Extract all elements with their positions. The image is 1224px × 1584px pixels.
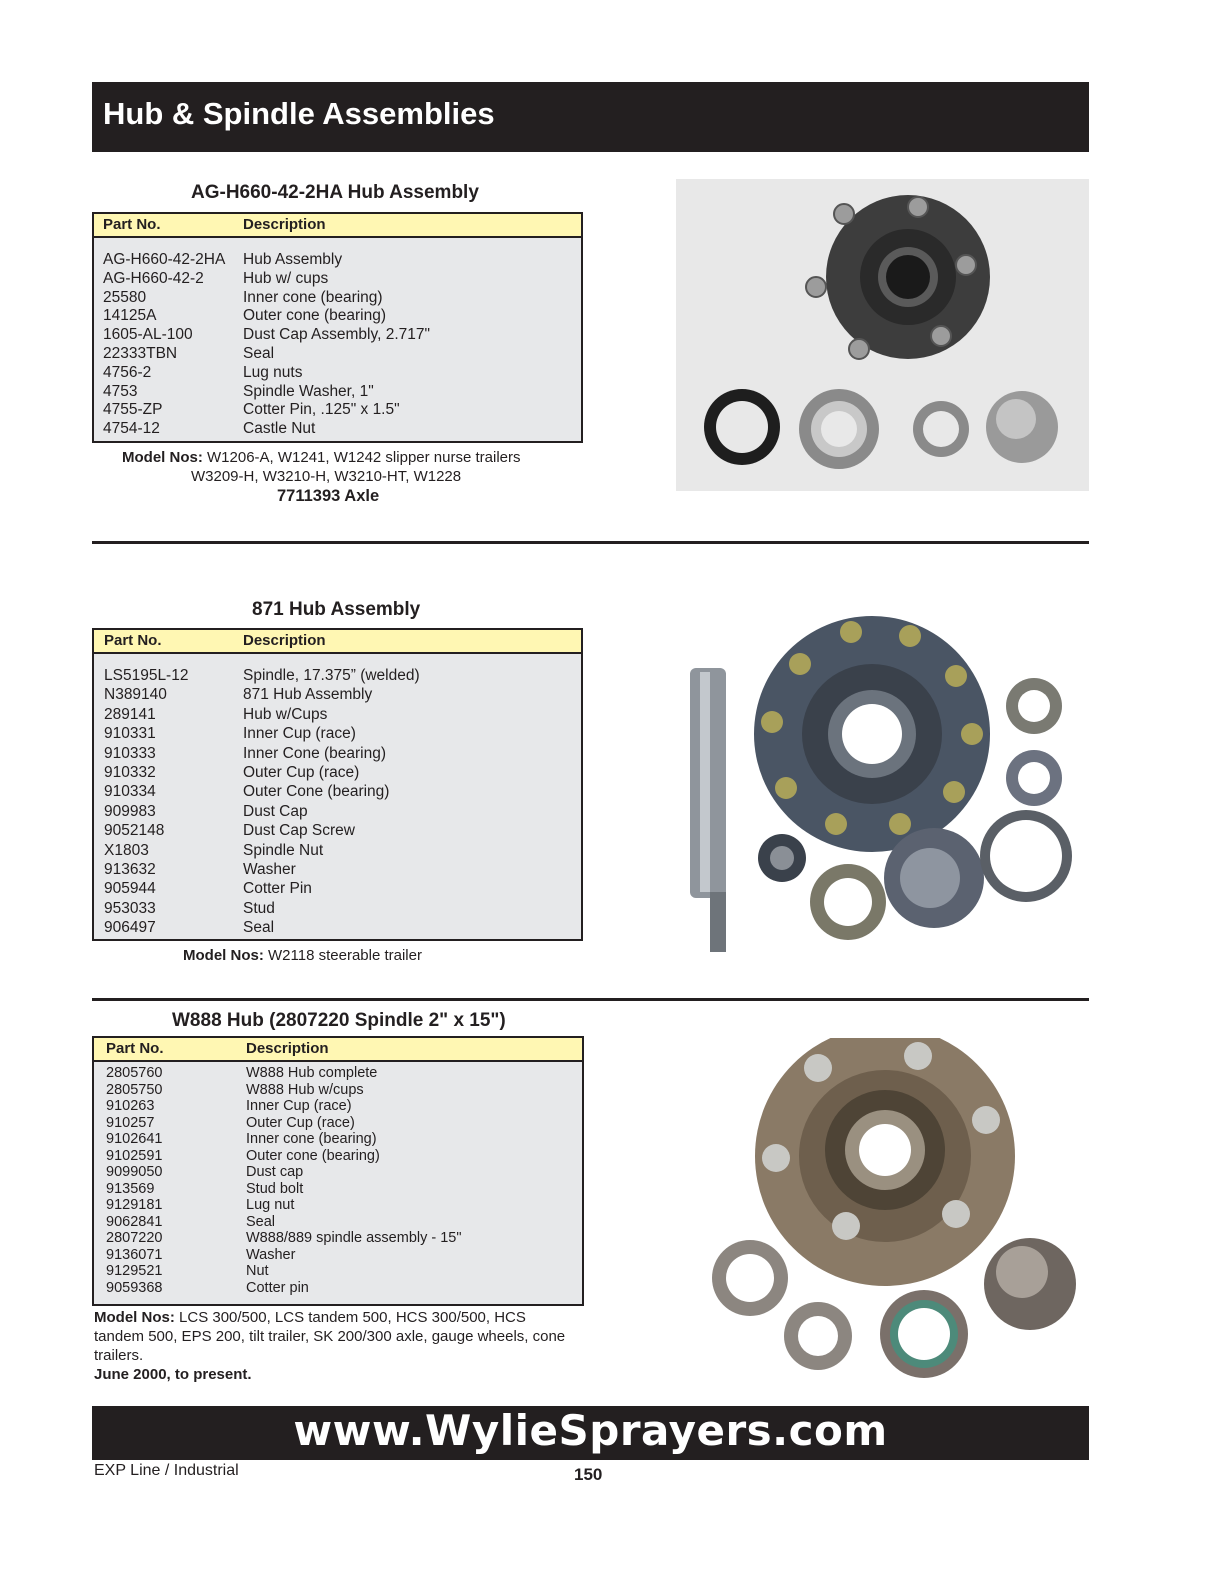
part-description: Lug nut [246,1197,295,1213]
part-description: Outer Cup (race) [246,1114,355,1131]
part-number: 9099050 [106,1164,163,1180]
part-number: 910333 [104,744,156,762]
parts-table [92,212,583,443]
column-header-description: Description [246,1040,329,1057]
hub-871-photo [676,612,1089,962]
model-label: Model Nos: [122,449,203,466]
page-number: 150 [574,1465,603,1484]
table-row [94,1247,582,1264]
part-description: W888 Hub complete [246,1065,378,1081]
table-row [94,270,581,289]
model-line: trailers. [94,1347,144,1364]
part-description: Outer Cone (bearing) [243,783,390,801]
part-number: 910332 [104,763,156,781]
model-numbers [183,947,422,964]
footer-catalog-line: EXP Line / Industrial [94,1462,239,1479]
model-line: W3209-H, W3210-H, W3210-HT, W1228 [191,468,462,485]
part-number: 909983 [104,802,156,820]
part-description: Inner Cup (race) [246,1098,352,1114]
part-number: 9062841 [106,1213,163,1230]
table-row [94,1280,582,1297]
table-row [94,725,581,744]
table-row [94,420,581,439]
table-row [94,764,581,783]
part-number: 910331 [104,725,156,743]
table-row [94,345,581,364]
part-number: 910263 [106,1098,155,1114]
table-row [94,842,581,861]
section-title: 871 Hub Assembly [252,599,421,620]
part-number: 913569 [106,1180,155,1197]
date-note: June 2000, to present. [94,1366,252,1383]
table-row [94,1131,582,1148]
page-title: Hub & Spindle Assemblies [103,96,495,131]
table-body [94,667,581,938]
table-header [94,630,581,654]
section-title: W888 Hub (2807220 Spindle 2" x 15") [172,1010,506,1031]
part-number: 2807220 [106,1230,163,1246]
part-number: 9136071 [106,1246,163,1263]
part-number: 9129521 [106,1263,163,1279]
part-description: W888/889 spindle assembly - 15" [246,1230,462,1246]
column-header-part-no: Part No. [103,216,161,233]
part-description: Dust Cap Assembly, 2.717" [243,326,430,344]
section-divider [92,541,1089,544]
table-row [94,1230,582,1247]
part-number: 4754-12 [103,420,160,438]
part-number: 4755-ZP [103,401,163,419]
model-numbers [94,1309,526,1326]
table-row [94,1082,582,1099]
part-number: 25580 [103,288,147,306]
model-line: W1206-A, W1241, W1242 slipper nurse trailers [207,449,521,466]
part-number: 905944 [104,880,156,898]
table-row [94,326,581,345]
part-description: Spindle Nut [243,841,324,859]
model-label: Model Nos: [183,947,264,964]
table-row [94,1181,582,1198]
part-description: Dust Cap [243,802,308,820]
part-description: Inner Cone (bearing) [243,744,387,762]
model-label: Model Nos: [94,1309,175,1326]
table-row [94,1098,582,1115]
table-row [94,251,581,270]
part-description: Inner cone (bearing) [246,1131,377,1147]
part-number: 9052148 [104,822,165,840]
part-number: X1803 [104,841,149,859]
part-description: Hub w/ cups [243,269,329,287]
model-line: W2118 steerable trailer [268,947,422,964]
table-row [94,880,581,899]
section-divider [92,998,1089,1001]
part-number: 906497 [104,919,156,937]
part-description: Nut [246,1263,269,1279]
part-description: 871 Hub Assembly [243,686,373,704]
part-description: Lug nuts [243,363,303,381]
table-row [94,1197,582,1214]
hub-871-image [676,612,1089,962]
table-body [94,1065,582,1296]
parts-table [92,1036,584,1306]
part-description: Cotter Pin, .125" x 1.5" [243,401,400,419]
part-description: Spindle Washer, 1" [243,382,374,400]
hub-assembly-photo [676,179,1089,491]
table-row [94,1164,582,1181]
part-number: 910334 [104,783,156,801]
part-description: Dust cap [246,1164,304,1180]
part-description: Outer cone (bearing) [243,307,387,325]
website-url[interactable]: www.WylieSprayers.com [293,1406,888,1455]
table-row [94,401,581,420]
part-number: 4753 [103,382,138,400]
table-row [94,861,581,880]
part-description: Seal [243,919,275,937]
part-number: 2805750 [106,1081,163,1098]
part-number: AG-H660-42-2HA [103,251,226,268]
part-number: 1605-AL-100 [103,326,193,344]
table-row [94,919,581,938]
table-body [94,251,581,439]
table-row [94,667,581,686]
part-number: 9102591 [106,1147,163,1164]
table-header [94,1038,582,1062]
part-description: Seal [246,1213,276,1230]
part-description: Outer Cup (race) [243,763,360,781]
part-description: Dust Cap Screw [243,822,355,840]
part-description: Hub w/Cups [243,705,328,723]
part-description: W888 Hub w/cups [246,1081,364,1098]
part-number: 9102641 [106,1131,163,1147]
table-row [94,383,581,402]
table-header [94,214,581,238]
table-row [94,1263,582,1280]
column-header-part-no: Part No. [106,1040,164,1057]
column-header-description: Description [243,216,326,233]
part-number: N389140 [104,686,167,704]
table-row [94,1214,582,1231]
part-number: AG-H660-42-2 [103,269,204,287]
model-numbers [122,449,521,466]
table-row [94,706,581,725]
section-title: AG-H660-42-2HA Hub Assembly [191,182,479,203]
part-description: Castle Nut [243,420,316,438]
part-number: 913632 [104,860,156,878]
part-number: 910257 [106,1114,155,1131]
table-row [94,364,581,383]
part-number: 4756-2 [103,363,152,381]
table-row [94,900,581,919]
table-row [94,1115,582,1132]
part-number: 22333TBN [103,344,178,362]
part-description: Cotter pin [246,1279,309,1296]
hub-assembly-image [676,179,1089,491]
part-description: Spindle, 17.375” (welded) [243,667,420,684]
part-description: Stud [243,899,275,917]
part-number: LS5195L-12 [104,667,189,684]
part-description: Washer [246,1246,296,1263]
model-line: tandem 500, EPS 200, tilt trailer, SK 200/300 axle, gauge wheels, cone [94,1328,566,1345]
table-row [94,1065,582,1082]
part-number: 9059368 [106,1279,163,1296]
model-line: LCS 300/500, LCS tandem 500, HCS 300/500, HCS [179,1309,526,1326]
part-description: Washer [243,860,296,878]
table-row [94,686,581,705]
hub-w888-photo [700,1038,1089,1384]
hub-w888-image [700,1038,1089,1384]
part-description: Outer cone (bearing) [246,1147,380,1164]
table-row [94,1148,582,1165]
part-number: 289141 [104,705,156,723]
part-description: Cotter Pin [243,880,312,898]
table-row [94,289,581,308]
part-number: 953033 [104,899,156,917]
axle-line: 7711393 Axle [277,487,380,505]
table-row [94,307,581,326]
table-row [94,822,581,841]
part-number: 9129181 [106,1197,163,1213]
part-number: 14125A [103,307,157,325]
part-description: Inner cone (bearing) [243,288,383,306]
table-row [94,745,581,764]
part-description: Seal [243,344,275,362]
table-row [94,803,581,822]
part-description: Hub Assembly [243,251,343,268]
column-header-part-no: Part No. [104,632,162,649]
part-number: 2805760 [106,1065,163,1081]
table-row [94,783,581,802]
part-description: Inner Cup (race) [243,725,356,743]
parts-table [92,628,583,941]
part-description: Stud bolt [246,1180,304,1197]
column-header-description: Description [243,632,326,649]
